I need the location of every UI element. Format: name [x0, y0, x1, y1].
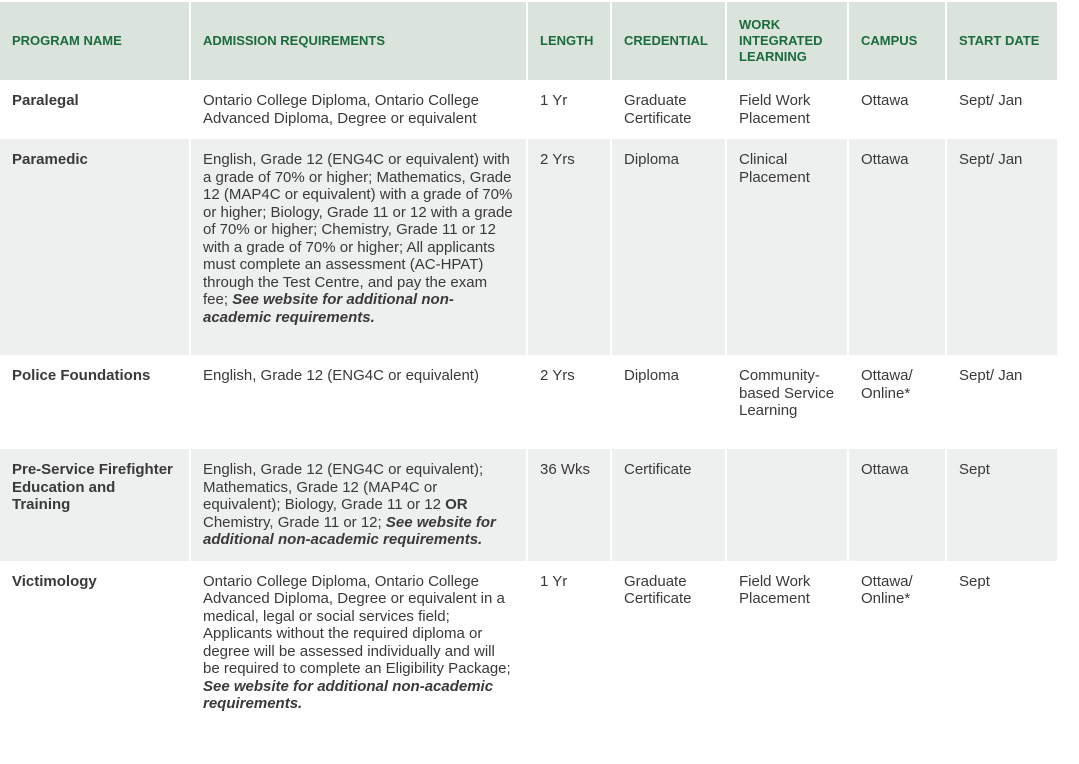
wil-cell: Clinical Placement: [727, 139, 849, 355]
credential-cell: Certificate: [612, 449, 727, 561]
start-date-cell: Sept: [947, 449, 1057, 561]
admission-cell: [191, 139, 528, 355]
header-work-integrated-learning: WORK INTEGRATED LEARNING: [727, 2, 849, 80]
length-cell: 2 Yrs: [528, 355, 612, 449]
campus-cell: Ottawa: [849, 139, 947, 355]
table-row: [0, 80, 1057, 139]
admission-cell: [191, 355, 528, 449]
header-program-name: PROGRAM NAME: [0, 2, 191, 80]
wil-cell: Field Work Placement: [727, 561, 849, 725]
program-name-cell: Paramedic: [0, 139, 191, 355]
header-credential: CREDENTIAL: [612, 2, 727, 80]
table-row: [0, 561, 1057, 725]
table-row: [0, 449, 1057, 561]
admission-note: See website for additional non-academic requirements.: [203, 677, 494, 712]
credential-cell: Diploma: [612, 355, 727, 449]
program-name-cell: Victimology: [0, 561, 191, 725]
wil-cell: Community-based Service Learning: [727, 355, 849, 449]
table-row: [0, 139, 1057, 355]
length-cell: 36 Wks: [528, 449, 612, 561]
start-date-cell: Sept/ Jan: [959, 92, 1023, 109]
header-row: [0, 2, 1057, 80]
admission-cell: [191, 449, 528, 561]
program-name-cell: Police Foundations: [0, 355, 191, 449]
admission-text: English, Grade 12 (ENG4C or equivalent) with a grade of 70% or higher; Mathematics, Grade 12 (MAP4C or equivalent) with a grade of 70% or higher; Biology, Grade 11 or 12 with a grade of 70% or higher; Chemistry, Grade 11 or 12 with a grade of 70% or higher; All applicants must complete an assessment (AC-HPAT) through the Test Centre, and pay the exam fee;: [203, 151, 513, 308]
length-cell: 1 Yr: [528, 80, 612, 139]
admission-text: English, Grade 12 (ENG4C or equivalent): [203, 367, 479, 384]
campus-cell: Ottawa: [849, 449, 947, 561]
header-admission-requirements: ADMISSION REQUIREMENTS: [191, 2, 528, 80]
admission-or: OR: [445, 496, 468, 513]
header-campus: CAMPUS: [849, 2, 947, 80]
header-length: LENGTH: [528, 2, 612, 80]
credential-cell: Diploma: [612, 139, 727, 355]
header-start-date: START DATE: [947, 2, 1057, 80]
wil-cell: [727, 449, 849, 561]
admission-text: Ontario College Diploma, Ontario College Advanced Diploma, Degree or equivalent: [203, 92, 479, 127]
program-name-cell: Paralegal: [0, 80, 191, 139]
length-cell: 2 Yrs: [528, 139, 612, 355]
start-date-cell: Sept/ Jan: [947, 139, 1057, 355]
table-header: [0, 2, 1057, 80]
start-date-cell: Sept/ Jan: [959, 367, 1023, 384]
programs-table: [0, 2, 1057, 725]
admission-text: English, Grade 12 (ENG4C or equivalent); Mathematics, Grade 12 (MAP4C or equivalent); Biology, Grade 11 or 12: [203, 461, 484, 513]
table-body: [0, 80, 1057, 725]
table-row: [0, 355, 1057, 449]
credential-cell: Graduate Certificate: [612, 80, 727, 139]
admission-cell: [191, 561, 528, 725]
admission-text-end: Chemistry, Grade 11 or 12;: [203, 513, 386, 531]
program-name-cell: Pre-Service Firefighter Education and Training: [0, 449, 191, 561]
campus-cell: Ottawa/ Online*: [849, 561, 947, 725]
admission-note: See website for additional non-academic requirements.: [203, 513, 496, 548]
wil-cell: Field Work Placement: [727, 80, 849, 139]
admission-note: See website for additional non-academic requirements.: [203, 291, 454, 326]
campus-cell: Ottawa/ Online*: [849, 355, 947, 449]
admission-text: Ontario College Diploma, Ontario College Advanced Diploma, Degree or equivalent in a medical, legal or social services field; Applicants without the required diploma or degree will be assessed individually and will be required to complete an Eligibility Package;: [203, 572, 511, 677]
length-cell: 1 Yr: [528, 561, 612, 725]
campus-cell: Ottawa: [849, 80, 947, 139]
admission-cell: [191, 80, 528, 139]
credential-cell: Graduate Certificate: [612, 561, 727, 725]
start-date-cell: Sept: [959, 572, 990, 590]
